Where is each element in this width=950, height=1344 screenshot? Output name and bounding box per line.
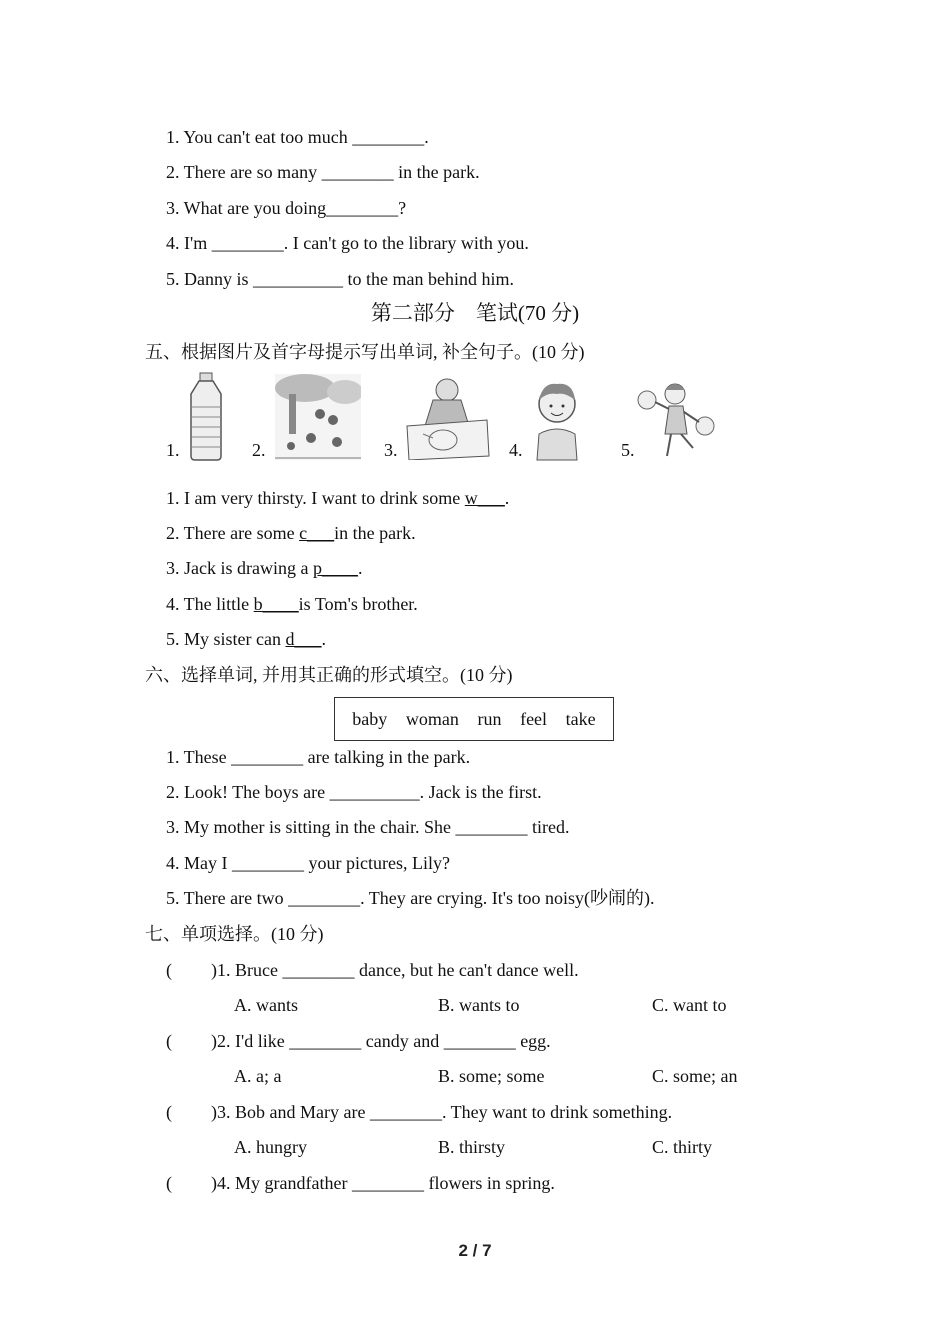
picture-label: 1.	[166, 440, 180, 460]
mc-question-stem: )2. I'd like ________ candy and ________ egg.	[211, 1031, 551, 1051]
mc-question-stem: )1. Bruce ________ dance, but he can't dance well.	[211, 960, 579, 980]
answer-paren: (	[166, 1102, 172, 1122]
answer-paren: (	[166, 1173, 172, 1193]
word-bank-word: feel	[520, 708, 548, 729]
answer-blank: c___	[299, 523, 335, 543]
option-b: B. wants to	[438, 995, 520, 1015]
word-bank-word: take	[565, 708, 596, 729]
question-line: 3. What are you doing________?	[166, 198, 407, 218]
answer-paren: (	[166, 960, 172, 980]
question-line: 5. There are two ________. They are crying. It's too noisy(吵闹的).	[166, 888, 655, 908]
fill-in-line: 5. My sister can d___.	[166, 629, 326, 649]
children-park-illustration	[275, 374, 361, 460]
boy-drawing-illustration	[403, 376, 491, 460]
option-a: A. hungry	[234, 1137, 307, 1157]
section-7-heading: 七、单项选择。(10 分)	[145, 924, 324, 944]
page-number: 2 / 7	[458, 1241, 492, 1260]
option-b: B. thirsty	[438, 1137, 506, 1157]
question-line: 1. These ________ are talking in the park.	[166, 747, 471, 767]
answer-paren: (	[166, 1031, 172, 1051]
option-c: C. want to	[652, 995, 727, 1015]
answer-blank: p____	[312, 558, 358, 578]
question-line: 1. You can't eat too much ________.	[166, 127, 429, 147]
word-bank-word: woman	[405, 708, 459, 729]
option-c: C. thirty	[652, 1137, 713, 1157]
picture-label: 2.	[252, 440, 266, 460]
question-line: 2. Look! The boys are __________. Jack is the first.	[166, 782, 542, 802]
option-b: B. some; some	[438, 1066, 545, 1086]
question-line: 5. Danny is __________ to the man behind him.	[166, 269, 514, 289]
option-c: C. some; an	[652, 1066, 738, 1086]
mc-question-stem: )3. Bob and Mary are ________. They want to drink something.	[211, 1102, 673, 1122]
question-line: 2. There are so many ________ in the park.	[166, 162, 480, 182]
water-bottle-illustration	[185, 372, 227, 462]
word-bank-word: baby	[352, 708, 388, 729]
picture-label: 3.	[384, 440, 398, 460]
fill-in-line: 4. The little b____is Tom's brother.	[166, 594, 418, 614]
fill-in-line: 2. There are some c___in the park.	[166, 523, 416, 543]
mc-question-stem: )4. My grandfather ________ flowers in spring.	[211, 1173, 555, 1193]
option-a: A. wants	[234, 995, 298, 1015]
question-line: 4. May I ________ your pictures, Lily?	[166, 853, 450, 873]
part-two-title: 第二部分 笔试(70 分)	[370, 301, 580, 325]
word-bank-word: run	[477, 708, 502, 729]
word-bank-box	[334, 697, 614, 741]
answer-blank: w___	[464, 488, 505, 508]
section-5-heading: 五、根据图片及首字母提示写出单词, 补全句子。(10 分)	[145, 342, 585, 362]
fill-in-line: 1. I am very thirsty. I want to drink some w___.	[166, 488, 510, 508]
answer-blank: d___	[285, 629, 322, 649]
picture-label: 4.	[509, 440, 523, 460]
dancing-girl-illustration	[637, 378, 715, 460]
picture-label: 5.	[621, 440, 635, 460]
fill-in-line: 3. Jack is drawing a p____.	[166, 558, 363, 578]
little-boy-illustration	[529, 380, 585, 462]
question-line: 4. I'm ________. I can't go to the library with you.	[166, 233, 529, 253]
option-a: A. a; a	[234, 1066, 282, 1086]
answer-blank: b____	[253, 594, 299, 614]
section-6-heading: 六、选择单词, 并用其正确的形式填空。(10 分)	[145, 665, 513, 685]
question-line: 3. My mother is sitting in the chair. She ________ tired.	[166, 817, 570, 837]
